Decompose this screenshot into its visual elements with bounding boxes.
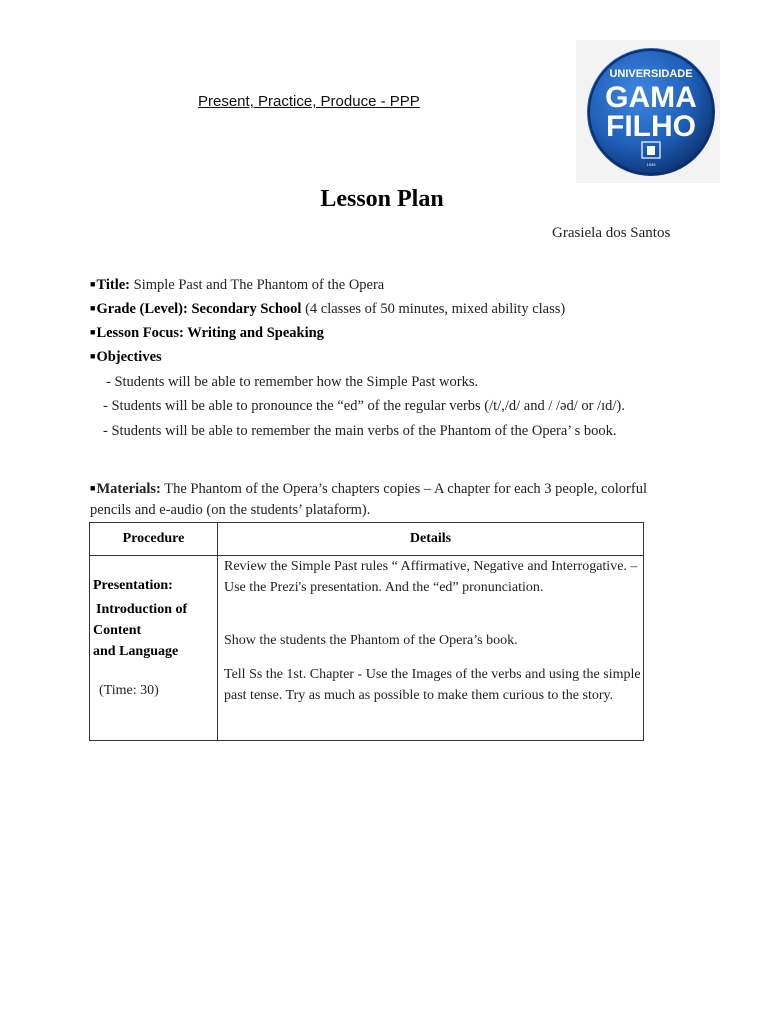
- header-procedure: Procedure: [90, 523, 218, 556]
- objective-item: - Students will be able to pronounce the “ed” of the regular verbs (/t/,/d/ and / /əd/ or /ɪd/).: [103, 398, 625, 414]
- materials-text: The Phantom of the Opera’s chapters copies – A chapter for each 3 people, colorful pencils and e-audio (on the students’ plataform).: [90, 481, 647, 518]
- university-logo: [576, 40, 720, 183]
- objective-item: - Students will be able to remember the main verbs of the Phantom of the Opera’ s book.: [103, 423, 617, 439]
- procedure-subtitle: and Language: [93, 644, 179, 659]
- info-title-line: [90, 277, 384, 294]
- lesson-plan-title: Lesson Plan: [320, 186, 444, 212]
- title-label: Title:: [96, 277, 130, 293]
- details-paragraph: Show the students the Phantom of the Opera’s book.: [224, 633, 518, 648]
- grade-value: (4 classes of 50 minutes, mixed ability class): [301, 301, 566, 317]
- logo-seal-icon: [576, 40, 720, 183]
- procedure-table: [89, 522, 644, 741]
- info-focus-line: [90, 325, 324, 342]
- procedure-cell: [90, 556, 218, 741]
- svg-text:UNIVERSIDADE: UNIVERSIDADE: [609, 68, 693, 80]
- table-header-row: [90, 523, 644, 556]
- materials-label: Materials:: [96, 481, 161, 497]
- bullet-icon: ■: [90, 327, 96, 337]
- procedure-subtitle: Content: [93, 623, 142, 638]
- bullet-icon: ■: [90, 279, 96, 289]
- bullet-icon: ■: [90, 303, 96, 313]
- author-name: Grasiela dos Santos: [552, 225, 671, 241]
- header-details: Details: [218, 523, 644, 556]
- table-row: [90, 556, 644, 741]
- info-grade-line: [90, 301, 565, 318]
- procedure-time: (Time: 30): [99, 683, 159, 698]
- focus-label: Lesson Focus: Writing and Speaking: [96, 325, 324, 341]
- procedure-stage: Presentation:: [93, 578, 173, 593]
- objective-item: - Students will be able to remember how the Simple Past works.: [106, 374, 479, 390]
- objectives-label: Objectives: [96, 349, 162, 365]
- details-cell: [218, 556, 644, 741]
- details-paragraph: Review the Simple Past rules “ Affirmative, Negative and Interrogative. – Use the Prezi's presentation. And the “ed” pronunciation.: [224, 559, 638, 595]
- procedure-subtitle: Introduction of: [96, 602, 188, 617]
- svg-text:GAMA: GAMA: [605, 81, 697, 114]
- title-value: Simple Past and The Phantom of the Opera: [130, 277, 385, 293]
- svg-text:FILHO: FILHO: [606, 110, 696, 143]
- bullet-icon: ■: [90, 351, 96, 361]
- materials-paragraph: [90, 478, 670, 521]
- document-header-title: Present, Practice, Produce - PPP: [198, 93, 420, 110]
- grade-label: Grade (Level): Secondary School: [96, 301, 302, 317]
- svg-text:1939: 1939: [646, 162, 656, 167]
- bullet-icon: ■: [90, 483, 96, 493]
- info-objectives-line: [90, 349, 162, 366]
- details-paragraph: Tell Ss the 1st. Chapter - Use the Images of the verbs and using the simple past tense. Try as much as possible to make them curious to the story.: [224, 667, 641, 703]
